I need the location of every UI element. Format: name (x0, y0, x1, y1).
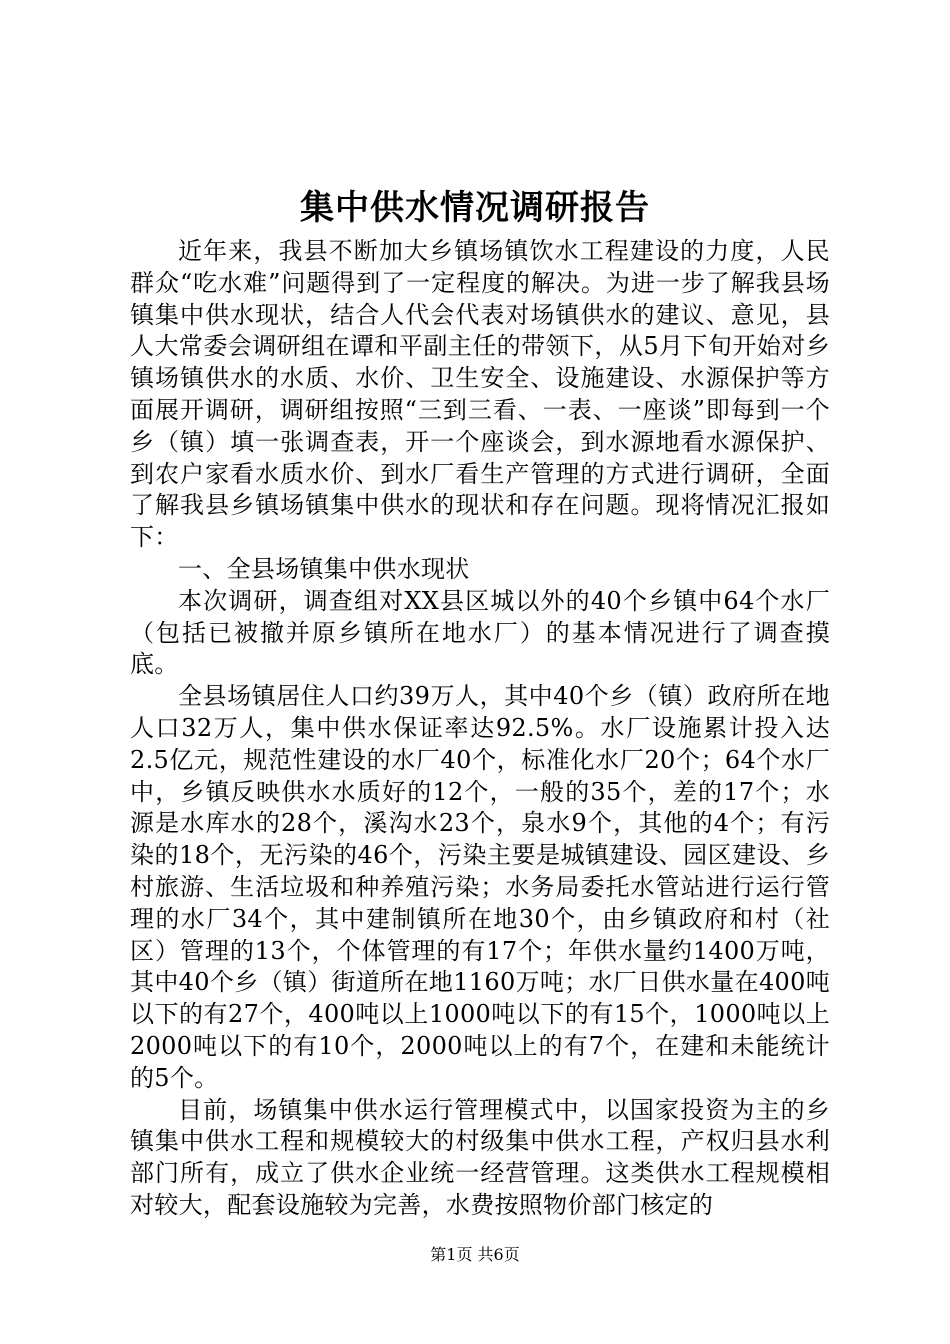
document-body (130, 236, 830, 1222)
document-title: 集中供水情况调研报告 (300, 188, 650, 228)
paragraph-survey-scope: 本次调研，调查组对XX县区城以外的40个乡镇中64个水厂（包括已被撤并原乡镇所在地水厂）的基本情况进行了调查摸底。 (130, 586, 830, 679)
page-footer: 第1页 共6页 (430, 1245, 520, 1264)
paragraph-management: 目前，场镇集中供水运行管理模式中，以国家投资为主的乡镇集中供水工程和规模较大的村级集中供水工程，产权归县水利部门所有，成立了供水企业统一经营管理。这类供水工程规模相对较大，配套设施较为完善，水费按照物价部门核定的 (130, 1095, 830, 1219)
paragraph-intro: 近年来，我县不断加大乡镇场镇饮水工程建设的力度，人民群众“吃水难”问题得到了一定程度的解决。为进一步了解我县场镇集中供水现状，结合人代会代表对场镇供水的建议、意见，县人大常委会调研组在谭和平副主任的带领下，从5月下旬开始对乡镇场镇供水的水质、水价、卫生安全、设施建设、水源保护等方面展开调研，调研组按照“三到三看、一表、一座谈”即每到一个乡（镇）填一张调查表，开一个座谈会，到水源地看水源保护、到农户家看水质水价、到水厂看生产管理的方式进行调研，全面了解我县乡镇场镇集中供水的现状和存在问题。现将情况汇报如下： (130, 237, 830, 552)
section-heading: 一、全县场镇集中供水现状 (178, 554, 470, 583)
paragraph-statistics: 全县场镇居住人口约39万人，其中40个乡（镇）政府所在地人口32万人，集中供水保证率达92.5%。水厂设施累计投入达2.5亿元，规范性建设的水厂40个，标准化水厂20个；64个水厂中，乡镇反映供水水质好的12个，一般的35个，差的17个；水源是水库水的28个，溪沟水23个，泉水9个，其他的4个；有污染的18个，无污染的46个，污染主要是城镇建设、园区建设、乡村旅游、生活垃圾和种养殖污染；水务局委托水管站进行运行管理的水厂34个，其中建制镇所在地30个，由乡镇政府和村（社区）管理的13个，个体管理的有17个；年供水量约1400万吨，其中40个乡（镇）街道所在地1160万吨；水厂日供水量在400吨以下的有27个，400吨以上1000吨以下的有15个，1000吨以上2000吨以下的有10个，2000吨以上的有7个，在建和未能统计的5个。 (130, 682, 830, 1092)
